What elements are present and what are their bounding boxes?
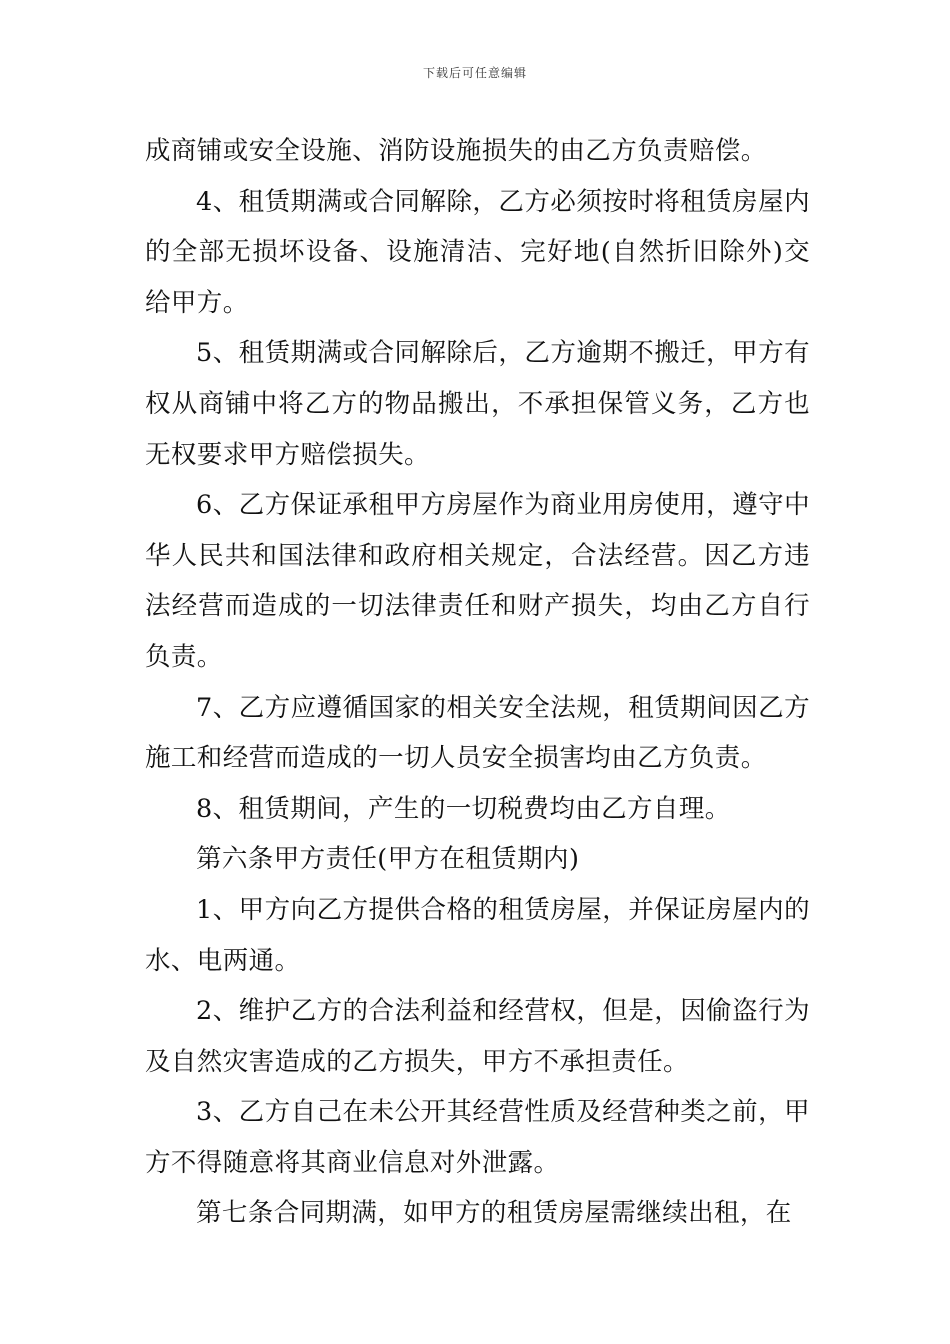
clause-5-paragraph: 5、租赁期满或合同解除后，乙方逾期不搬迁，甲方有权从商铺中将乙方的物品搬出，不承担保管义务，乙方也无权要求甲方赔偿损失。 (145, 338, 810, 470)
clause-4-paragraph: 4、租赁期满或合同解除，乙方必须按时将租赁房屋内的全部无损坏设备、设施清洁、完好地(自然折旧除外)交给甲方。 (145, 186, 810, 318)
article-6-item-1: 1、甲方向乙方提供合格的租赁房屋，并保证房屋内的水、电两通。 (145, 894, 810, 976)
clause-8-paragraph: 8、租赁期间，产生的一切税费均由乙方自理。 (196, 793, 731, 824)
paragraph-continuation: 成商铺或安全设施、消防设施损失的由乙方负责赔偿。 (145, 136, 767, 166)
clause-7-paragraph: 7、乙方应遵循国家的相关安全法规，租赁期间因乙方施工和经营而造成的一切人员安全损害均由乙方负责。 (145, 692, 810, 774)
article-7-paragraph: 第七条合同期满，如甲方的租赁房屋需继续出租，在 (196, 1198, 792, 1229)
document-body (145, 126, 810, 1239)
article-6-item-2: 2、维护乙方的合法利益和经营权，但是，因偷盗行为及自然灾害造成的乙方损失，甲方不承担责任。 (145, 996, 810, 1077)
page-header: 下载后可任意编辑 (422, 66, 527, 80)
clause-6-paragraph: 6、乙方保证承租甲方房屋作为商业用房使用，遵守中华人民共和国法律和政府相关规定，合法经营。因乙方违法经营而造成的一切法律责任和财产损失，均由乙方自行负责。 (145, 490, 810, 672)
article-6-item-3: 3、乙方自己在未公开其经营性质及经营种类之前，甲方不得随意将其商业信息对外泄露。 (145, 1097, 810, 1178)
article-6-heading: 第六条甲方责任(甲方在租赁期内) (196, 844, 580, 875)
